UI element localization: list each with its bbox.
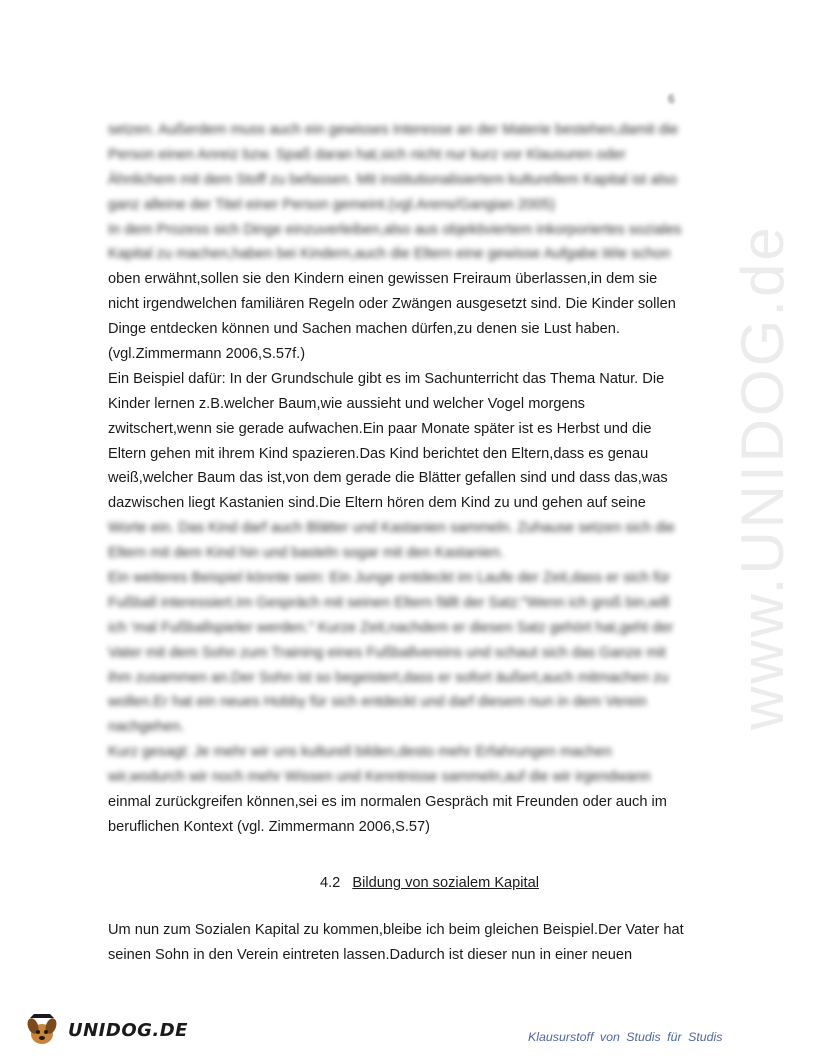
text-line: weiß,welcher Baum das ist,von dem gerade die Blätter gefallen sind und dass das,was (108, 470, 668, 487)
text-line: Vater mit dem Sohn zum Training eines Fußballvereins und schaut sich das Ganze mit (108, 644, 666, 661)
text-line: ihm zusammen an.Der Sohn ist so begeistert,dass er sofort äußert,auch mitmachen zu (108, 669, 669, 686)
text-line: dazwischen liegt Kastanien sind.Die Eltern hören dem Kind zu und gehen auf seine (108, 495, 646, 512)
text-line: Kapital zu machen,haben bei Kindern,auch die Eltern eine gewisse Aufgabe.Wie schon (108, 246, 671, 263)
text-line: ganz alleine der Titel einer Person gemeint.(vgl.Arens/Gangian 2005) (108, 196, 555, 213)
section-title: Bildung von sozialem Kapital (352, 875, 539, 891)
page-number: 6 (668, 92, 675, 106)
text-line: In dem Prozess sich Dinge einzuverleiben,also aus objektiviertem inkorporiertes soziales (108, 221, 682, 238)
unidog-logo[interactable] (24, 1012, 194, 1048)
text-line: Eltern gehen mit ihrem Kind spazieren.Das Kind berichtet den Eltern,dass es genau (108, 445, 649, 462)
text-line: Ein Beispiel dafür: In der Grundschule gibt es im Sachunterricht das Thema Natur. Die (108, 370, 665, 387)
watermark-text: www.UNIDOG.de (729, 224, 796, 730)
dog-logo-icon (24, 1012, 60, 1048)
text-line: oben erwähnt,sollen sie den Kindern einen gewissen Freiraum überlassen,in dem sie (108, 271, 658, 288)
text-line: Um nun zum Sozialen Kapital zu kommen,bleibe ich beim gleichen Beispiel.Der Vater hat (108, 922, 684, 938)
text-line: nachgehen. (108, 719, 185, 736)
text-line: setzen. Außerdem muss auch ein gewisses Interesse an der Materie bestehen,damit die (108, 122, 679, 138)
body-paragraph-3 (108, 918, 688, 968)
text-line: beruflichen Kontext (vgl. Zimmermann 2006,S.57) (108, 818, 431, 835)
text-line: wir,wodurch wir noch mehr Wissen und Kenntnisse sammeln,auf die wir irgendwann (108, 769, 651, 786)
text-line: Dinge entdecken können und Sachen machen dürfen,zu denen sie Lust haben. (108, 321, 620, 338)
text-line: Person einen Anreiz bzw. Spaß daran hat,sich nicht nur kurz vor Klausuren oder (108, 146, 626, 163)
text-line: Ähnlichem mit dem Stoff zu befassen. Mit institutionalisiertem kulturellem Kapital ist also (108, 171, 678, 188)
body-paragraph-1 (108, 118, 688, 840)
text-line: ich 'mal Fußballspieler werden." Kurze Zeit,nachdem er diesen Satz gehört hat,geht der (108, 619, 674, 636)
text-line: Ein weiteres Beispiel könnte sein: Ein Junge entdeckt im Laufe der Zeit,dass er sich für (108, 570, 671, 587)
logo-text: UNIDOG.DE (68, 1020, 188, 1041)
text-line: wollen.Er hat ein neues Hobby für sich entdeckt und darf diesem nun in dem Verein (108, 694, 647, 711)
text-line: Worte ein. Das Kind darf auch Blätter und Kastanien sammeln. Zuhause setzen sich die (108, 520, 675, 537)
footer-tagline: Klausurstoff von Studis für Studis (528, 1030, 723, 1044)
text-line: Fußball interessiert.Im Gespräch mit seinen Eltern fällt der Satz:"Wenn ich groß bin,will (108, 594, 670, 611)
text-line: Kinder lernen z.B.welcher Baum,wie aussieht und welcher Vogel morgens (108, 395, 585, 412)
text-line: (vgl.Zimmermann 2006,S.57f.) (108, 346, 306, 363)
text-line: seinen Sohn in den Verein eintreten lassen.Dadurch ist dieser nun in einer neuen (108, 946, 633, 963)
section-heading (320, 872, 539, 894)
text-line: nicht irgendwelchen familiären Regeln oder Zwängen ausgesetzt sind. Die Kinder sollen (108, 296, 676, 313)
text-line: Eltern mit dem Kind hin und basteln sogar mit den Kastanien. (108, 545, 504, 562)
section-number: 4.2 (320, 875, 341, 891)
text-line: Kurz gesagt: Je mehr wir uns kulturell bilden,desto mehr Erfahrungen machen (108, 744, 612, 761)
text-line: einmal zurückgreifen können,sei es im normalen Gespräch mit Freunden oder auch im (108, 794, 667, 811)
text-line: zwitschert,wenn sie gerade aufwachen.Ein paar Monate später ist es Herbst und die (108, 420, 652, 437)
